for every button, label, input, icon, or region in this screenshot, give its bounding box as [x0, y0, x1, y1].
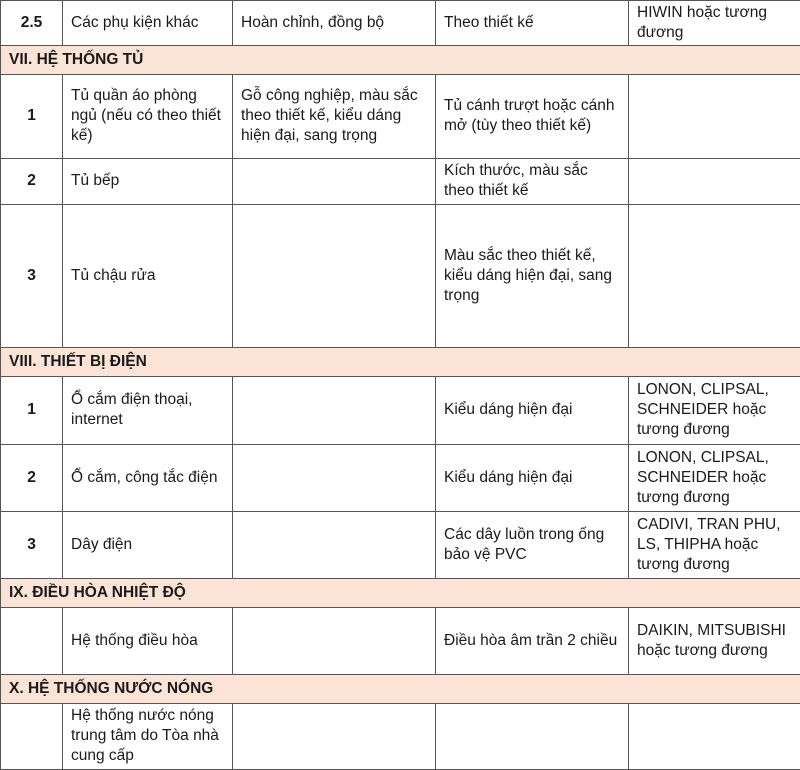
- table-row: [1, 512, 800, 579]
- item-brand: DAIKIN, MITSUBISHI hoặc tương đương: [629, 608, 800, 675]
- row-number: 2: [1, 445, 63, 512]
- item-brand: [629, 205, 800, 348]
- item-brand: LONON, CLIPSAL, SCHNEIDER hoặc tương đương: [629, 445, 800, 512]
- table-row: [1, 75, 800, 159]
- item-name: Dây điện: [63, 512, 233, 579]
- row-number: 1: [1, 377, 63, 445]
- table-row: [1, 159, 800, 205]
- section-title: X. HỆ THỐNG NƯỚC NÓNG: [1, 675, 800, 704]
- item-name: Tủ chậu rửa: [63, 205, 233, 348]
- item-spec: Theo thiết kế: [436, 1, 629, 46]
- row-number: 3: [1, 205, 63, 348]
- item-material: [233, 608, 436, 675]
- section-title: VII. HỆ THỐNG TỦ: [1, 46, 800, 75]
- section-title: IX. ĐIỀU HÒA NHIỆT ĐỘ: [1, 579, 800, 608]
- table-row: [1, 445, 800, 512]
- item-brand: [629, 704, 800, 770]
- item-brand: LONON, CLIPSAL, SCHNEIDER hoặc tương đương: [629, 377, 800, 445]
- section-title: VIII. THIẾT BỊ ĐIỆN: [1, 348, 800, 377]
- item-name: Hệ thống điều hòa: [63, 608, 233, 675]
- item-name: Ổ cắm điện thoại, internet: [63, 377, 233, 445]
- item-material: [233, 704, 436, 770]
- item-brand: [629, 75, 800, 159]
- item-spec: Kiểu dáng hiện đại: [436, 377, 629, 445]
- table-row: [1, 608, 800, 675]
- table-row: [1, 377, 800, 445]
- item-spec: Điều hòa âm trần 2 chiều: [436, 608, 629, 675]
- row-number: 1: [1, 75, 63, 159]
- row-number: [1, 704, 63, 770]
- table-row: [1, 1, 800, 46]
- item-spec: Màu sắc theo thiết kế, kiểu dáng hiện đại, sang trọng: [436, 205, 629, 348]
- item-brand: HIWIN hoặc tương đương: [629, 1, 800, 46]
- item-spec: Kiểu dáng hiện đại: [436, 445, 629, 512]
- table-row: [1, 205, 800, 348]
- item-name: Tủ quần áo phòng ngủ (nếu có theo thiết kế): [63, 75, 233, 159]
- row-number: 2.5: [1, 1, 63, 46]
- item-name: Hệ thống nước nóng trung tâm do Tòa nhà cung cấp: [63, 704, 233, 770]
- table-row: [1, 704, 800, 770]
- item-spec: Các dây luồn trong ống bảo vệ PVC: [436, 512, 629, 579]
- row-number: 2: [1, 159, 63, 205]
- section-header: [1, 46, 800, 75]
- item-material: [233, 159, 436, 205]
- item-material: Gỗ công nghiệp, màu sắc theo thiết kế, kiểu dáng hiện đại, sang trọng: [233, 75, 436, 159]
- item-name: Ổ cắm, công tắc điện: [63, 445, 233, 512]
- item-material: [233, 512, 436, 579]
- item-name: Tủ bếp: [63, 159, 233, 205]
- item-brand: CADIVI, TRAN PHU, LS, THIPHA hoặc tương đương: [629, 512, 800, 579]
- item-spec: [436, 704, 629, 770]
- item-spec: Tủ cánh trượt hoặc cánh mở (tùy theo thiết kế): [436, 75, 629, 159]
- item-material: [233, 205, 436, 348]
- section-header: [1, 348, 800, 377]
- section-header: [1, 579, 800, 608]
- item-brand: [629, 159, 800, 205]
- row-number: 3: [1, 512, 63, 579]
- row-number: [1, 608, 63, 675]
- item-spec: Kích thước, màu sắc theo thiết kế: [436, 159, 629, 205]
- item-material: [233, 377, 436, 445]
- item-material: Hoàn chỉnh, đồng bộ: [233, 1, 436, 46]
- item-material: [233, 445, 436, 512]
- section-header: [1, 675, 800, 704]
- item-name: Các phụ kiện khác: [63, 1, 233, 46]
